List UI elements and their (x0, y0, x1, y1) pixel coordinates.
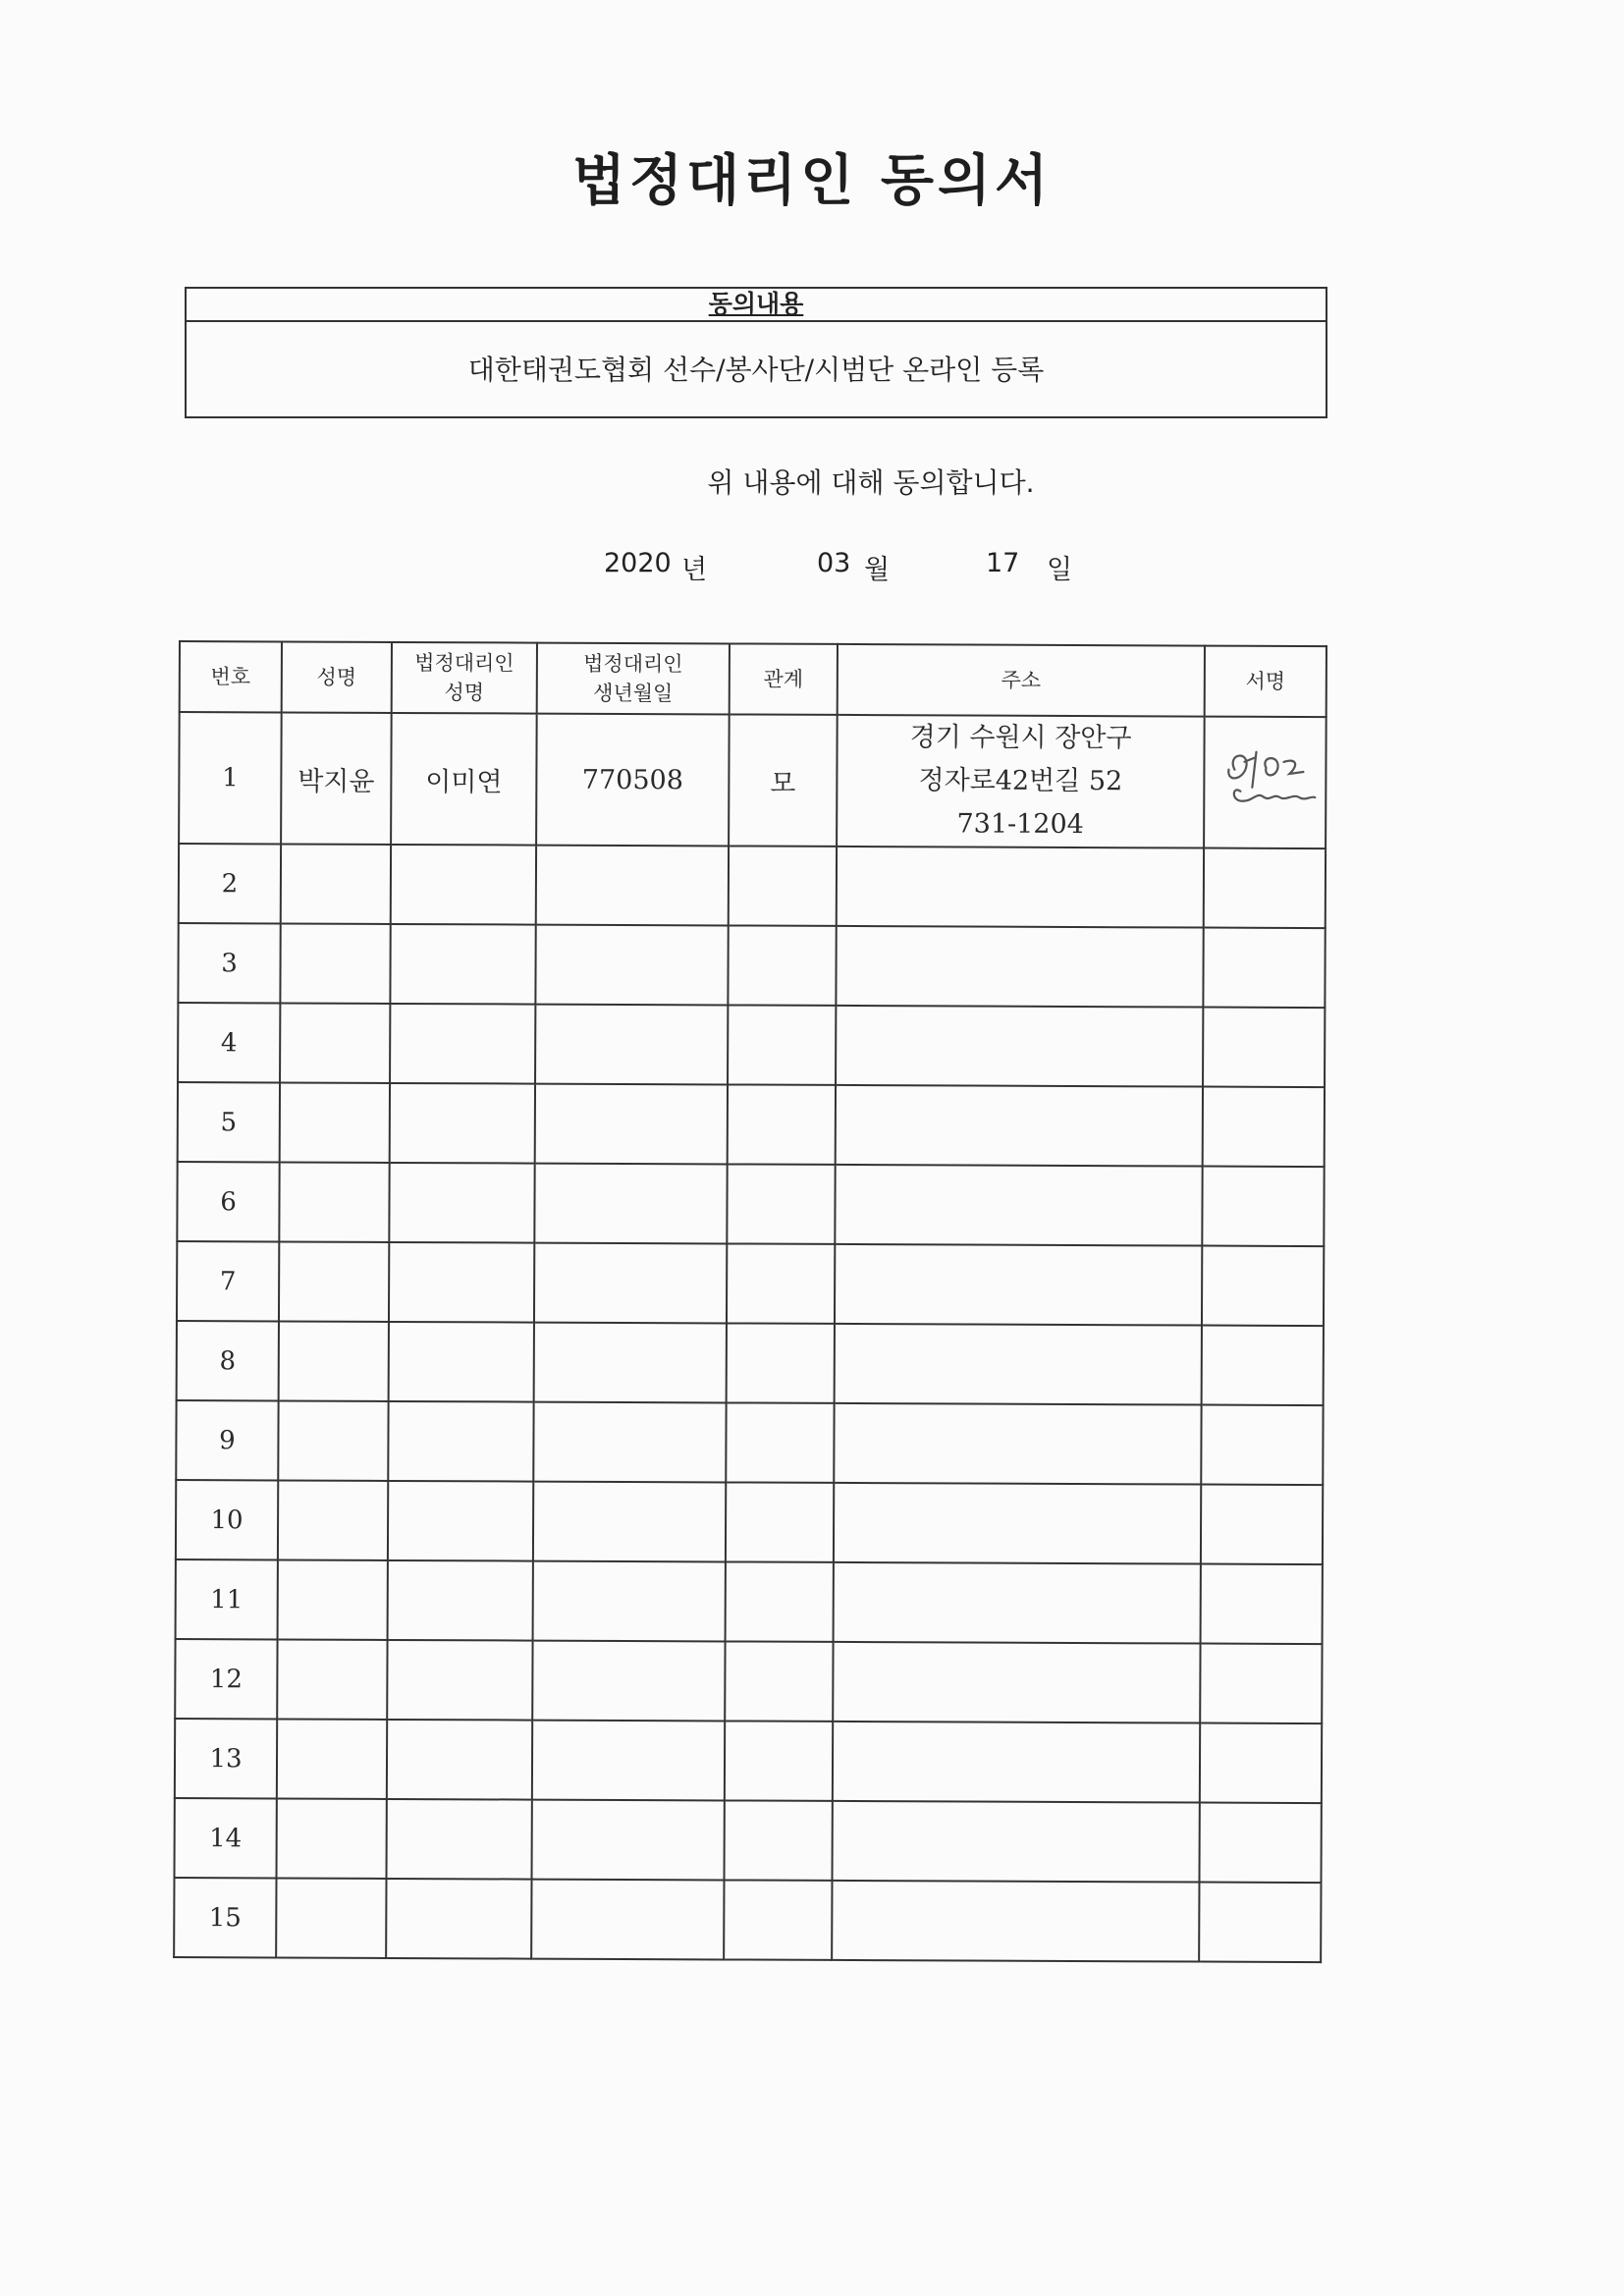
row-guardian-name: 이미연 (391, 713, 537, 846)
date-month-unit: 월 (864, 555, 891, 585)
table-row (179, 844, 1326, 928)
row-relation: 모 (729, 714, 838, 846)
row-number: 6 (177, 1162, 279, 1241)
row-address (837, 715, 1205, 848)
consent-box (185, 287, 1327, 418)
row-number: 5 (178, 1082, 280, 1162)
header-no: 번호 (180, 641, 282, 712)
row-name: 박지윤 (281, 712, 392, 844)
header-signature: 서명 (1205, 646, 1326, 718)
table-row (178, 1003, 1325, 1087)
row-signature (1204, 717, 1326, 849)
consent-header (187, 289, 1326, 322)
date-day: 17 (986, 548, 1020, 578)
row-number: 13 (175, 1719, 277, 1798)
table-row (179, 712, 1326, 848)
row-number: 2 (179, 844, 281, 923)
table-row (178, 923, 1325, 1008)
header-name: 성명 (282, 641, 392, 712)
header-guardian-name-line1: 법정대리인 (414, 651, 514, 676)
row-number: 4 (178, 1003, 280, 1082)
header-guardian-birth (537, 643, 730, 715)
header-guardian-birth-line2: 생년월일 (593, 681, 674, 706)
document-title: 법정대리인 동의서 (571, 149, 1053, 213)
row-number: 7 (177, 1241, 279, 1321)
table-row (175, 1798, 1322, 1883)
row-number: 12 (175, 1639, 277, 1719)
date-day-unit: 일 (1047, 555, 1073, 585)
header-guardian-birth-line1: 법정대리인 (583, 651, 683, 677)
header-relation: 관계 (730, 643, 838, 714)
row-number: 1 (179, 712, 282, 844)
consent-body: 대한태권도협회 선수/봉사단/시범단 온라인 등록 (467, 354, 1045, 386)
table-row (176, 1400, 1323, 1485)
date-month: 03 (817, 548, 851, 578)
row-number: 8 (177, 1321, 279, 1400)
header-guardian-name-line2: 성명 (444, 681, 485, 705)
table-row (175, 1719, 1322, 1803)
row-number: 9 (176, 1400, 278, 1480)
agree-statement: 위 내용에 대해 동의합니다. (707, 466, 1035, 499)
address-line-2: 정자로42번길 52 (918, 765, 1123, 797)
handwritten-signature (1205, 739, 1342, 819)
date-year: 2020 (604, 548, 672, 578)
header-address: 주소 (838, 644, 1205, 717)
consent-header-label: 동의내용 (708, 290, 804, 318)
table-header-row (180, 641, 1326, 717)
address-line-3: 731-1204 (956, 808, 1084, 841)
table-row (176, 1559, 1323, 1644)
table-row (177, 1241, 1324, 1326)
table-row (175, 1639, 1322, 1723)
row-number: 10 (176, 1480, 278, 1559)
row-number: 14 (175, 1798, 277, 1878)
table-row (176, 1480, 1323, 1564)
row-number: 11 (176, 1559, 278, 1639)
table-row (174, 1878, 1321, 1962)
guardian-table (173, 640, 1327, 1963)
row-number: 15 (174, 1878, 276, 1957)
row-number: 3 (178, 923, 280, 1003)
table-row (177, 1162, 1324, 1246)
table-row (177, 1321, 1324, 1405)
date-year-unit: 년 (681, 555, 708, 585)
table-row (178, 1082, 1325, 1167)
row-guardian-birth: 770508 (536, 714, 730, 847)
address-line-1: 경기 수원시 장안구 (909, 722, 1132, 754)
header-guardian-name (392, 642, 537, 714)
